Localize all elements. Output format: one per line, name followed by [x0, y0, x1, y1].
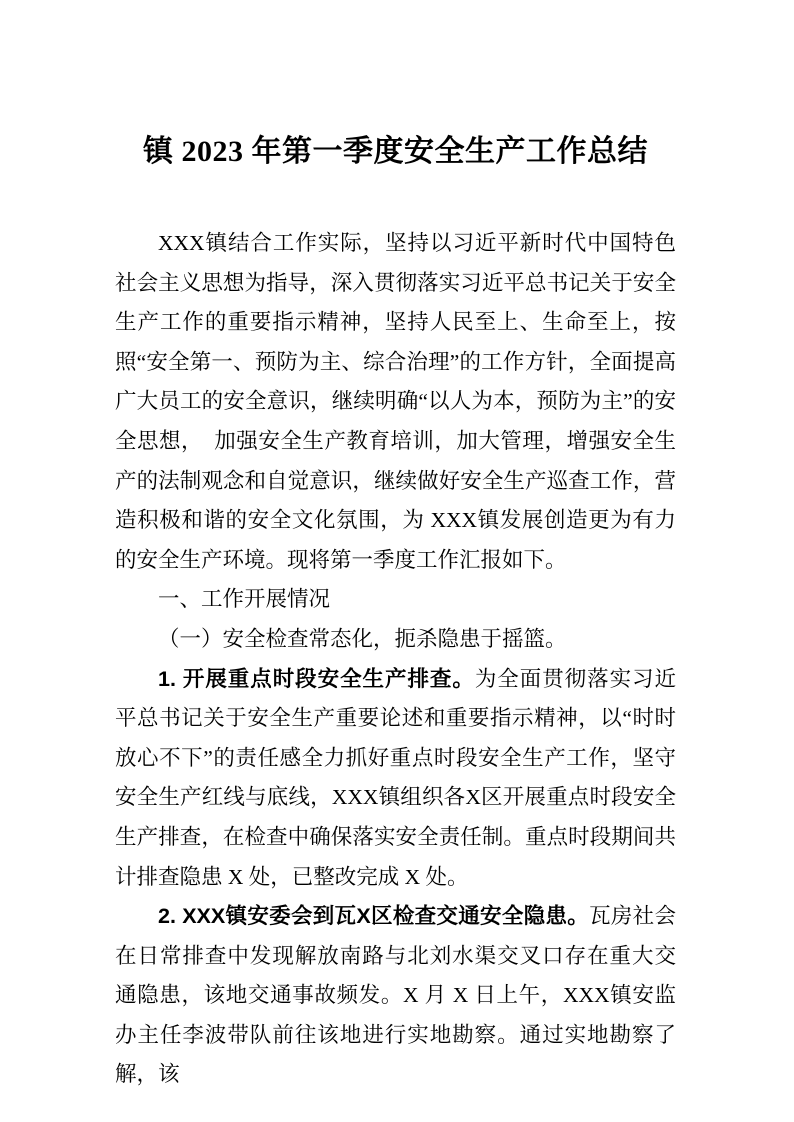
paragraph-intro-text: XXX镇结合工作实际，坚持以习近平新时代中国特色社会主义思想为指导，深入贯彻落实习近平总书记关于安全生产工作的重要指示精神，坚持人民至上、生命至上，按照“安全第一、预防为主、综合治理”的工作方针，全面提高广大员工的安全意识，继续明确“以人为本，预防为主”的安全思想， 加强安全生产教育培训，加大管理，增强安全生产的法制观念和自觉意识，继续做好安全生产巡查工作，营造积极和谐的安全文化氛围，为 XXX镇发展创造更为有力的安全生产环境。现将第一季度工作汇报如下。 [115, 231, 676, 572]
heading-section-1 [115, 580, 676, 620]
list-item-1 [115, 660, 676, 898]
paragraph-intro [115, 224, 676, 580]
heading-section-1-text: 一、工作开展情况 [158, 587, 331, 612]
heading-subsection-1-text: （一）安全检查常态化，扼杀隐患于摇篮。 [158, 626, 567, 651]
document-title: 镇 2023 年第一季度安全生产工作总结 [143, 135, 648, 168]
list-item-1-lead: 1. 开展重点时段安全生产排查。 [158, 666, 475, 691]
heading-subsection-1 [115, 620, 676, 660]
list-item-2-lead: 2. XXX镇安委会到瓦X区检查交通安全隐患。 [158, 904, 590, 929]
list-item-1-text: 为全面贯彻落实习近平总书记关于安全生产重要论述和重要指示精神，以“时时放心不下”的责任感全力抓好重点时段安全生产工作，坚守安全生产红线与底线，XXX镇组织各X区开展重点时段安全生产排查，在检查中确保落实安全责任制。重点时段期间共计排查隐患 X 处，已整改完成 X 处。 [115, 666, 676, 889]
list-item-2-text: 瓦房社会在日常排查中发现解放南路与北刘水渠交叉口存在重大交 通隐患，该地交通事故频发。X 月 X 日上午，XXX镇安监办主任李波带队前往该地进行实地勘察。通过实地勘察了解，该 [115, 904, 676, 1087]
list-item-2 [115, 897, 676, 1095]
